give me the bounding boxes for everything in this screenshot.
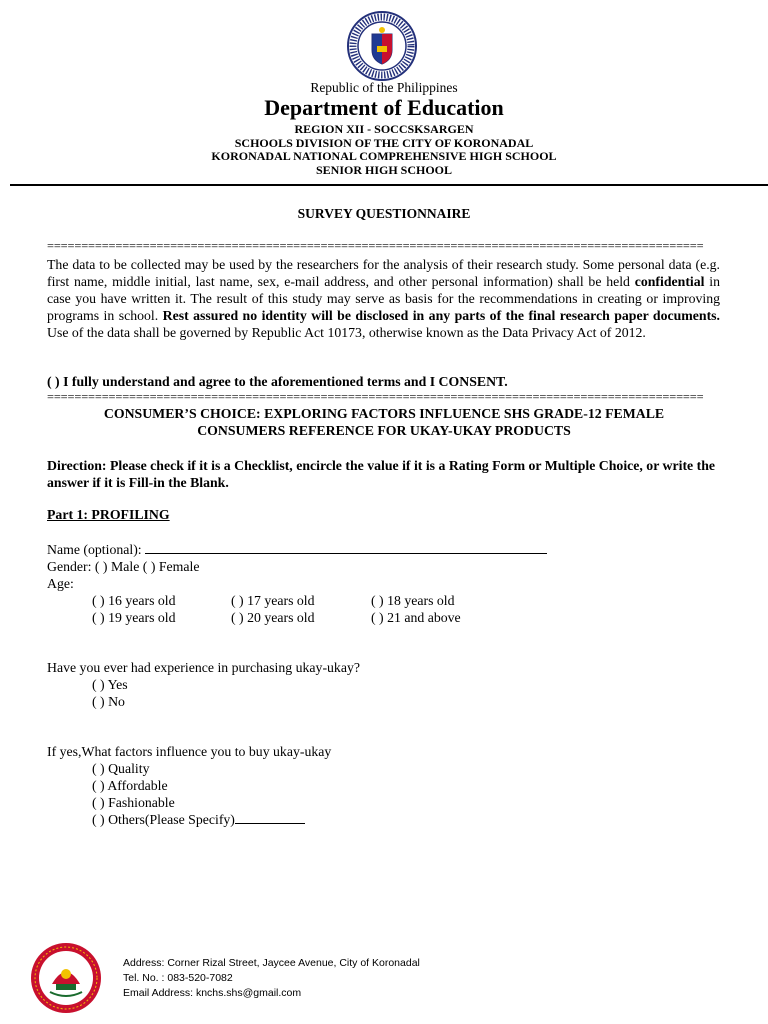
- study-title-line-1: CONSUMER’S CHOICE: EXPLORING FACTORS INFLUENCE SHS GRADE-12 FEMALE: [103, 406, 665, 421]
- gender-options[interactable]: Gender: ( ) Male ( ) Female: [47, 559, 200, 574]
- age-option[interactable]: ( ) 16 years old: [92, 593, 176, 608]
- age-option[interactable]: ( ) 17 years old: [231, 593, 315, 608]
- footer-address: Address: Corner Rizal Street, Jaycee Avenue, City of Koronadal: [123, 957, 420, 969]
- age-option[interactable]: ( ) 20 years old: [231, 610, 315, 625]
- experience-option-no[interactable]: ( ) No: [92, 694, 125, 709]
- factor-option-others[interactable]: [92, 811, 305, 828]
- survey-title: SURVEY QUESTIONNAIRE: [297, 206, 471, 221]
- privacy-bold-confidential: confidential: [634, 274, 705, 289]
- age-option[interactable]: ( ) 19 years old: [92, 610, 176, 625]
- knchs-school-logo: [30, 942, 102, 1014]
- age-label: Age:: [47, 576, 74, 591]
- part1-heading-text: Part 1: PROFILING: [47, 507, 170, 522]
- separator-top: ================================================================================================: [47, 240, 704, 252]
- privacy-notice: [47, 256, 720, 341]
- republic-line: Republic of the Philippines: [310, 80, 458, 95]
- header-divider: [10, 184, 768, 186]
- study-title-line-2: CONSUMERS REFERENCE FOR UKAY-UKAY PRODUCTS: [197, 423, 571, 438]
- factor-option-quality[interactable]: ( ) Quality: [92, 761, 150, 776]
- footer-email[interactable]: Email Address: knchs.shs@gmail.com: [123, 987, 302, 999]
- privacy-text-2: in case you have written it. The result of this study may serve as basis for the recommendations in creating or improving programs in school.: [47, 274, 720, 323]
- age-option[interactable]: ( ) 21 and above: [371, 610, 461, 625]
- direction-text: Direction: Please check if it is a Checklist, encircle the value if it is a Rating Form or Multiple Choice, or write the answer if it is Fill-in the Blank.: [47, 458, 715, 490]
- consent-checkbox[interactable]: ( ) I fully understand and agree to the aforementioned terms and I CONSENT.: [47, 374, 508, 389]
- footer-contact: [123, 956, 420, 1001]
- deped-seal-logo: [346, 10, 418, 82]
- privacy-bold-rest-assured: Rest assured no identity will be disclosed in any parts of the final research paper documents.: [162, 308, 720, 323]
- name-field[interactable]: [47, 541, 547, 558]
- study-title: [0, 405, 768, 439]
- privacy-text-1: The data to be collected may be used by the researchers for the analysis of their research study. Some personal data (e.g. first name, middle initial, last name, sex, e-mail address, and other personal information) shall be held: [47, 257, 720, 289]
- name-blank[interactable]: [145, 541, 547, 554]
- separator-bottom: ================================================================================================: [47, 391, 704, 403]
- footer-tel: Tel. No. : 083-520-7082: [123, 972, 233, 984]
- department-title: Department of Education: [264, 95, 504, 120]
- others-blank[interactable]: [235, 811, 305, 824]
- division-line: SCHOOLS DIVISION OF THE CITY OF KORONADAL: [234, 136, 534, 150]
- part1-heading: [47, 507, 170, 523]
- experience-question: Have you ever had experience in purchasing ukay-ukay?: [47, 660, 360, 675]
- factor-option-affordable[interactable]: ( ) Affordable: [92, 778, 168, 793]
- level-line: SENIOR HIGH SCHOOL: [315, 163, 453, 177]
- factors-question: If yes,What factors influence you to buy ukay-ukay: [47, 744, 332, 759]
- school-line: KORONADAL NATIONAL COMPREHENSIVE HIGH SCHOOL: [211, 149, 557, 163]
- experience-option-yes[interactable]: ( ) Yes: [92, 677, 128, 692]
- others-label: ( ) Others(Please Specify): [92, 812, 235, 827]
- factor-option-fashionable[interactable]: ( ) Fashionable: [92, 795, 175, 810]
- age-option[interactable]: ( ) 18 years old: [371, 593, 455, 608]
- name-label: Name (optional):: [47, 542, 146, 557]
- privacy-text-3: Use of the data shall be governed by Republic Act 10173, otherwise known as the Data Privacy Act of 2012.: [47, 325, 646, 340]
- region-line: REGION XII - SOCCSKSARGEN: [294, 122, 474, 136]
